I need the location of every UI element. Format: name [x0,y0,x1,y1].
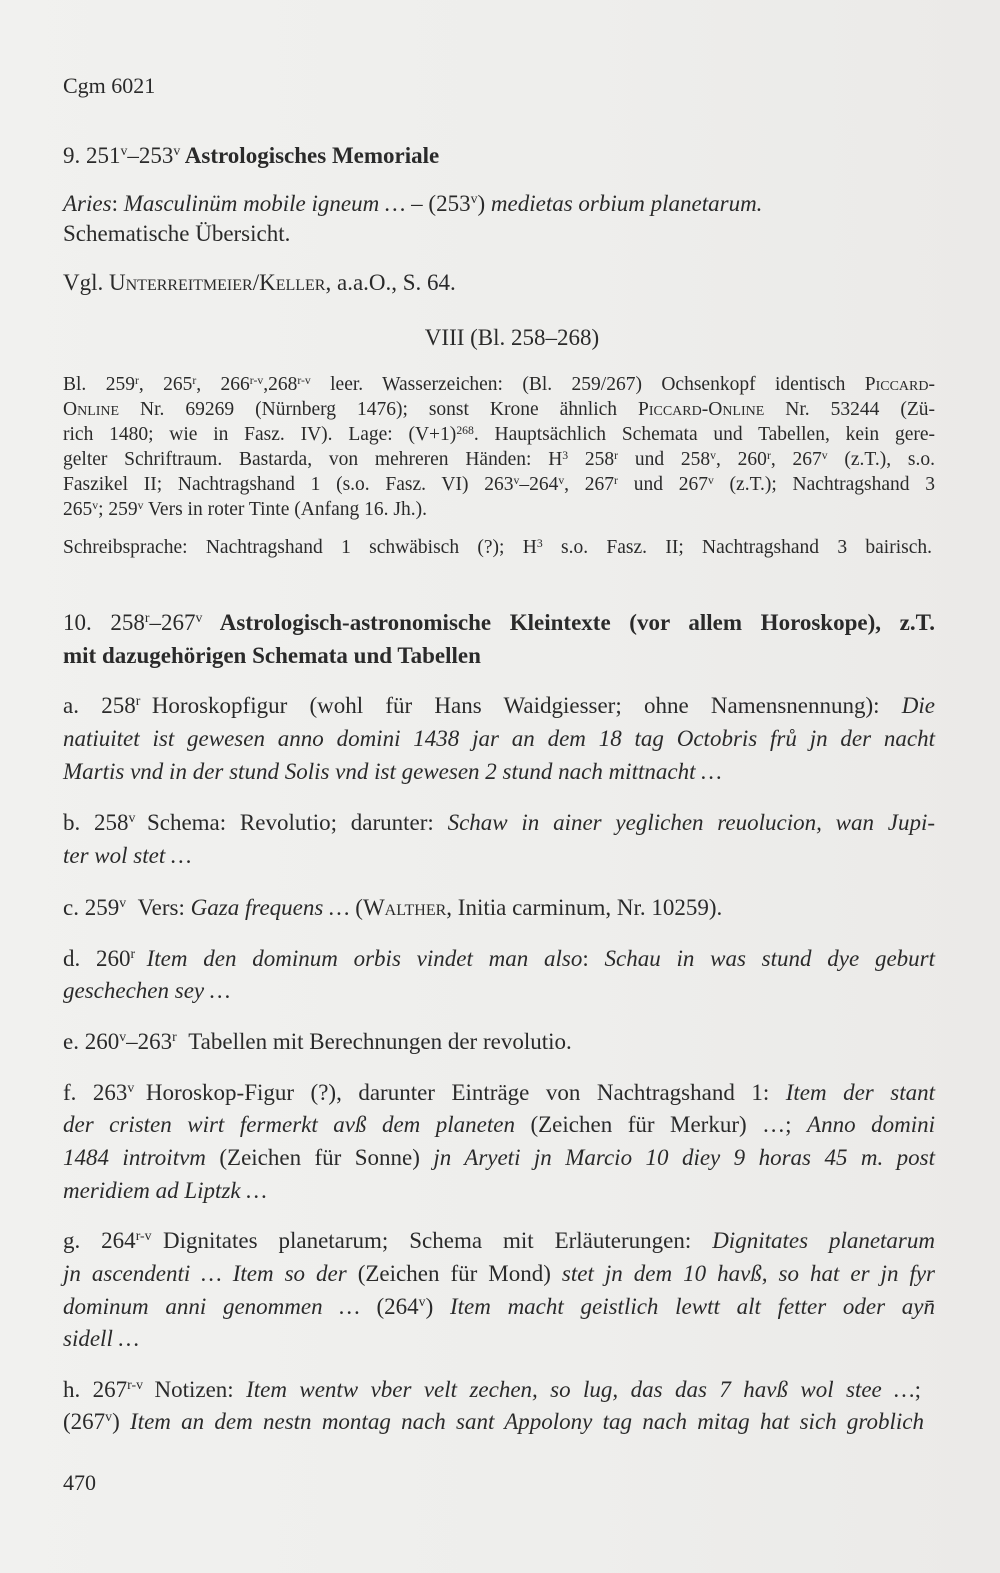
quote-italic: 1484 introitvm [63,1145,206,1170]
text-roman: (264 [359,1294,419,1319]
text-roman: : [582,946,605,971]
quote-italic: Anno domini [807,1112,935,1137]
folio-side-sup: v [173,143,181,159]
folio-side-sup: r-v [127,1377,143,1393]
folio-side-sup: v [707,473,714,487]
fascicle-heading: VIII (Bl. 258–268) [424,325,600,350]
entry-9-description: Schematische Übersicht. [63,221,291,246]
text-roman: Vgl. [63,270,109,295]
fascicle-language [63,538,932,558]
quote-italic: dominum anni genommen … [63,1294,360,1319]
text-roman: 265 [63,499,93,520]
page-number: 470 [63,1470,96,1495]
folio-side-sup: r [144,610,150,626]
layer-sup: 268 [456,423,474,437]
text-roman: , Initia carminum, Nr. 10259). [446,895,723,920]
item-label-folio: h. 267 [63,1377,128,1402]
text-roman: ( [349,895,363,920]
folio-side-sup: r [614,473,618,487]
text-roman: (Zeichen für Mond) [346,1261,562,1286]
quote-italic: Schau in was stund dye geburt [604,946,935,971]
entry-title: Astrologisches Memoriale [180,143,440,168]
fascicle-description-line-1 [63,375,935,395]
quote-italic: Dignitates planetarum [712,1228,935,1253]
quote-italic: Item macht geistlich lewtt alt fetter oder ayn̄ [449,1294,935,1319]
quote-italic: Item wentw vber velt zechen, so lug, das das 7 havß wol stee … [246,1377,915,1402]
text-roman: , 267 [564,474,615,495]
source-small-caps: Piccard-Online [638,399,765,420]
text-roman: gelter Schriftraum. Bastarda, von mehreren Händen: H [63,449,563,470]
folio-side-sup: r [614,448,619,462]
text-roman: rich 1480; wie in Fasz. IV). Lage: (V+1) [63,424,457,445]
item-label-folio: b. 258 [63,810,129,835]
folio-side-sup: v [710,448,717,462]
fascicle-description-line-2 [63,400,935,420]
entry-9-incipit [63,192,935,215]
source-small-caps: Online [63,399,120,420]
item-f-line-2 [63,1113,935,1136]
folio-side-sup: v [558,473,565,487]
item-a-line-2 [63,727,935,750]
text-roman: , 267 [770,449,822,470]
quote-italic: geschechen sey … [63,978,231,1003]
explicit-italic: medietas orbium planetarum. [490,191,763,216]
text-roman: leer. Wasserzeichen: (Bl. 259/267) Ochsenkopf identisch [310,374,865,395]
text-roman: ,268 [263,374,298,395]
item-f-line-1 [63,1081,935,1104]
text-roman: Schema: Revolutio; darunter: [146,810,448,835]
text-roman: ) [477,191,491,216]
item-g-line-4 [63,1327,935,1350]
quote-italic: Martis vnd in der stund Solis vnd ist gewesen 2 stund nach mittnacht … [63,759,722,784]
folio-side-sup: r [192,373,197,387]
text-roman: ; [914,1377,921,1402]
fascicle-description-line-5 [63,475,935,495]
item-a-line-1 [63,694,935,717]
item-label-folio: e. 260 [63,1029,120,1054]
text-roman: –264 [519,474,559,495]
text-roman: – (253 [405,191,471,216]
text-roman: : [111,191,124,216]
item-h-line-1 [63,1378,921,1401]
folio-side-sup: r-v [135,1228,152,1244]
item-e-line-1 [63,1030,935,1053]
text-roman: , a.a.O., S. 64. [325,270,456,295]
folio-side-sup: v [105,1409,113,1425]
fascicle-description-line-3 [63,425,935,445]
item-label-folio: c. 259 [63,895,120,920]
entry-title: mit dazugehörigen Schemata und Tabellen [63,643,481,668]
quote-italic: ter wol stet … [63,843,192,868]
item-g-line-1 [63,1229,935,1252]
quote-italic: Item an dem nestn montag nach sant Appolony tag nach mitag hat sich groblich [130,1409,924,1434]
quote-italic: jn Aryeti jn Marcio 10 diey 9 horas 45 m. post [433,1145,936,1170]
folio-side-sup: v [137,498,144,512]
text-roman: , 265 [138,374,193,395]
folio-range-end: –267 [149,610,196,635]
text-roman: s.o. Fasz. II; Nachtragshand 3 bairisch. [542,537,932,558]
text-roman: Notizen: [154,1377,247,1402]
quote-italic: sidell … [63,1326,140,1351]
text-roman: . Hauptsächlich Schemata und Tabellen, kein gere- [473,424,936,445]
folio-range-end: –253 [127,143,174,168]
text-roman: 258 [568,449,615,470]
text-roman: (z.T.); Nachtragshand 3 [713,474,936,495]
text-roman: (Zeichen für Sonne) [205,1145,434,1170]
folio-side-sup: v [128,810,136,826]
text-roman: Schreibsprache: Nachtragshand 1 schwäbisch (?); H [63,537,537,558]
source-small-caps: Piccard- [864,374,935,395]
text-roman: Dignitates planetarum; Schema mit Erläuterungen: [163,1228,713,1253]
text-roman: Tabellen mit Berechnungen der revolutio. [188,1029,572,1054]
item-label-folio: d. 260 [63,946,131,971]
text-roman: Horoskopfigur (wohl für Hans Waidgiesser; ohne Namensnennung): [151,693,902,718]
folio-side-sup: v [119,895,127,911]
item-b-line-1 [63,811,935,834]
entry-title: Astrologisch-astronomische Kleintexte (vor allem Horoskope), z.T. [202,610,935,635]
text-roman: (Zeichen für Merkur) …; [514,1112,808,1137]
item-f-line-3 [63,1146,935,1169]
item-d-line-2 [63,979,935,1002]
text-roman: (267 [63,1409,106,1434]
quote-italic: Die [901,693,935,718]
folio-side-sup: v [127,1080,135,1096]
item-label-folio: a. 258 [63,693,136,718]
folio-side-sup: v [120,143,128,159]
text-roman: ) [112,1409,131,1434]
text-roman: Faszikel II; Nachtragshand 1 (s.o. Fasz. VI) 263 [63,474,514,495]
folio-side-sup: v [418,1294,426,1310]
folio-side-sup: v [119,1029,127,1045]
folio-side-sup: r-v [249,373,264,387]
item-g-line-2 [63,1262,935,1285]
incipit-italic: Aries [63,191,112,216]
folio-side-sup: v [513,473,520,487]
quote-italic: Item den dominum orbis vindet man also [146,946,583,971]
quote-italic: stet jn dem 10 havß, so hat er jn fyr [561,1261,936,1286]
folio-side-sup: v [821,448,828,462]
quote-italic: Gaza frequens … [190,895,350,920]
text-roman: (z.T.), s.o. [827,449,936,470]
item-f-line-4 [63,1179,935,1202]
folio-side-sup: r [766,448,771,462]
text-roman: , 266 [196,374,250,395]
folio-side-sup: v [195,610,203,626]
text-roman: Nr. 53244 (Zü- [764,399,936,420]
folio-side-sup: r [135,693,141,709]
item-b-line-2 [63,844,935,867]
item-d-line-1 [63,947,935,970]
entry-9-literature [63,271,935,294]
entry-number-folio: 9. 251 [63,143,121,168]
quote-italic: Schaw in ainer yeglichen reuolucion, wan Jupi- [447,810,935,835]
item-g-line-3 [63,1295,935,1318]
author-small-caps: Walther [362,895,447,920]
incipit-italic: Masculinüm mobile igneum … [123,191,406,216]
entry-number-folio: 10. 258 [63,610,145,635]
text-roman: ) [425,1294,450,1319]
text-roman: Vers in roter Tinte (Anfang 16. Jh.). [143,499,427,520]
quote-italic: natiuitet ist gewesen anno domini 1438 jar an dem 18 tag Octobris frů jn der nacht [63,726,935,751]
item-a-line-3 [63,760,935,783]
text-roman: ; 259 [98,499,138,520]
quote-italic: meridiem ad Liptzk … [63,1178,267,1203]
quote-italic: der cristen wirt fermerkt avß dem planeten [63,1112,515,1137]
text-roman: und 258 [618,449,711,470]
folio-side-sup: v [470,191,478,207]
folio-side-sup: r-v [297,373,311,387]
folio-side-sup: r [172,1029,177,1045]
entry-10-heading-line-1 [63,611,935,634]
item-h-line-2 [63,1410,924,1433]
quote-italic: jn ascendenti … Item so der [63,1261,347,1286]
item-c-line-1 [63,896,935,919]
item-label-folio: g. 264 [63,1228,136,1253]
folio-side-sup: r [130,946,136,962]
entry-9-heading [63,144,935,167]
fascicle-description-line-6 [63,500,935,520]
fascicle-description-line-4 [63,450,935,470]
text-roman: Bl. 259 [63,374,135,395]
text-roman: Vers: [137,895,191,920]
hand-sup: 3 [536,536,543,550]
folio-side-sup: r [134,373,139,387]
text-roman: Horoskop-Figur (?), darunter Einträge von Nachtragshand 1: [145,1080,786,1105]
folio-range-end: –263 [126,1029,173,1054]
author-small-caps: Unterreitmeier/Keller [109,270,326,295]
hand-sup: 3 [562,448,569,462]
text-roman: Nr. 69269 (Nürnberg 1476); sonst Krone ähnlich [119,399,638,420]
text-roman: und 267 [617,474,708,495]
quote-italic: Item der stant [785,1080,935,1105]
entry-10-heading-line-2 [63,644,935,667]
running-head: Cgm 6021 [63,73,156,98]
item-label-folio: f. 263 [63,1080,128,1105]
text-roman: , 260 [716,449,767,470]
folio-side-sup: v [92,498,99,512]
